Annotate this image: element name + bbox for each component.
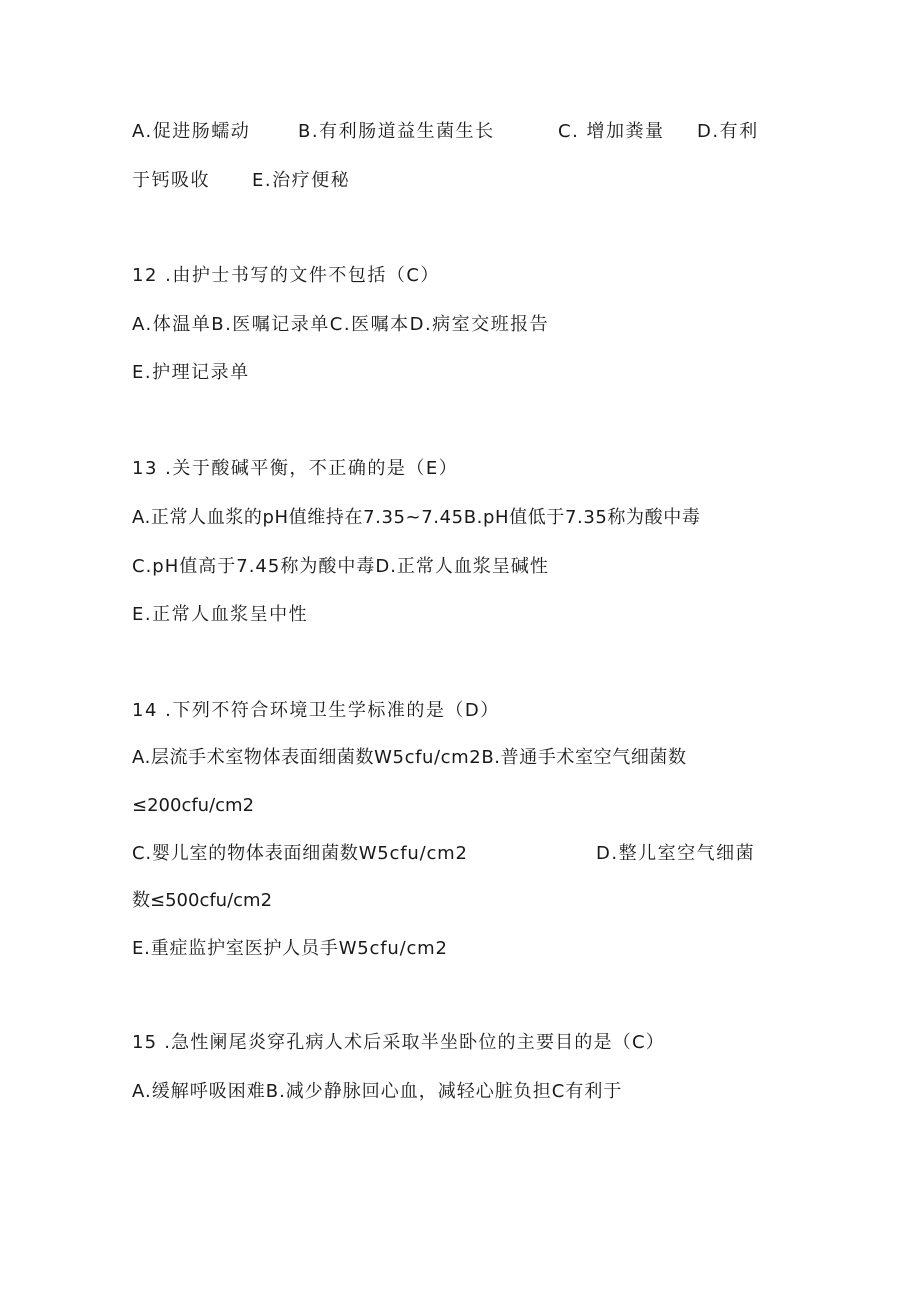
- q13-options-line-1: A.正常人血浆的pH值维持在7.35~7.45B.pH值低于7.35称为酸中毒: [132, 507, 701, 528]
- q13-stem: 13 .关于酸碱平衡，不正确的是（E）: [132, 458, 459, 479]
- q12-options-line-2: E.护理记录单: [132, 362, 250, 383]
- q11-option-d: D.有利: [697, 121, 759, 142]
- q13-options-line-2: C.pH值高于7.45称为酸中毒D.正常人血浆呈碱性: [132, 556, 549, 577]
- q14-option-d-continued: 数≤500cfu∕cm2: [132, 890, 273, 911]
- q14-option-e: E.重症监护室医护人员手W5cfu∕cm2: [132, 938, 448, 959]
- q13-options-line-3: E.正常人血浆呈中性: [132, 604, 309, 625]
- q14-options-line-2: ≤200cfu∕cm2: [132, 795, 255, 816]
- q14-option-c: C.婴儿室的物体表面细菌数W5cfu∕cm2: [132, 843, 468, 864]
- q15-stem: 15 .急性阑尾炎穿孔病人术后采取半坐卧位的主要目的是（C）: [132, 1032, 665, 1053]
- q12-options-line-1: A.体温单B.医嘱记录单C.医嘱本D.病室交班报告: [132, 314, 550, 335]
- q14-options-line-1: A.层流手术室物体表面细菌数W5cfu∕cm2B.普通手术室空气细菌数: [132, 747, 687, 768]
- q14-stem: 14 .下列不符合环境卫生学标准的是（D）: [132, 700, 500, 721]
- q11-option-d-continued: 于钙吸收: [132, 170, 210, 191]
- q14-option-d: D.整儿室空气细菌: [596, 843, 756, 864]
- q11-option-e: E.治疗便秘: [252, 170, 351, 191]
- q11-option-c: C. 增加粪量: [558, 121, 665, 142]
- q11-option-b: B.有利肠道益生菌生长: [298, 121, 495, 142]
- q11-option-a: A.促进肠蠕动: [132, 121, 251, 142]
- q12-stem: 12 .由护士书写的文件不包括（C）: [132, 265, 440, 286]
- q15-options-line-1: A.缓解呼吸困难B.减少静脉回心血，减轻心脏负担C有利于: [132, 1081, 623, 1102]
